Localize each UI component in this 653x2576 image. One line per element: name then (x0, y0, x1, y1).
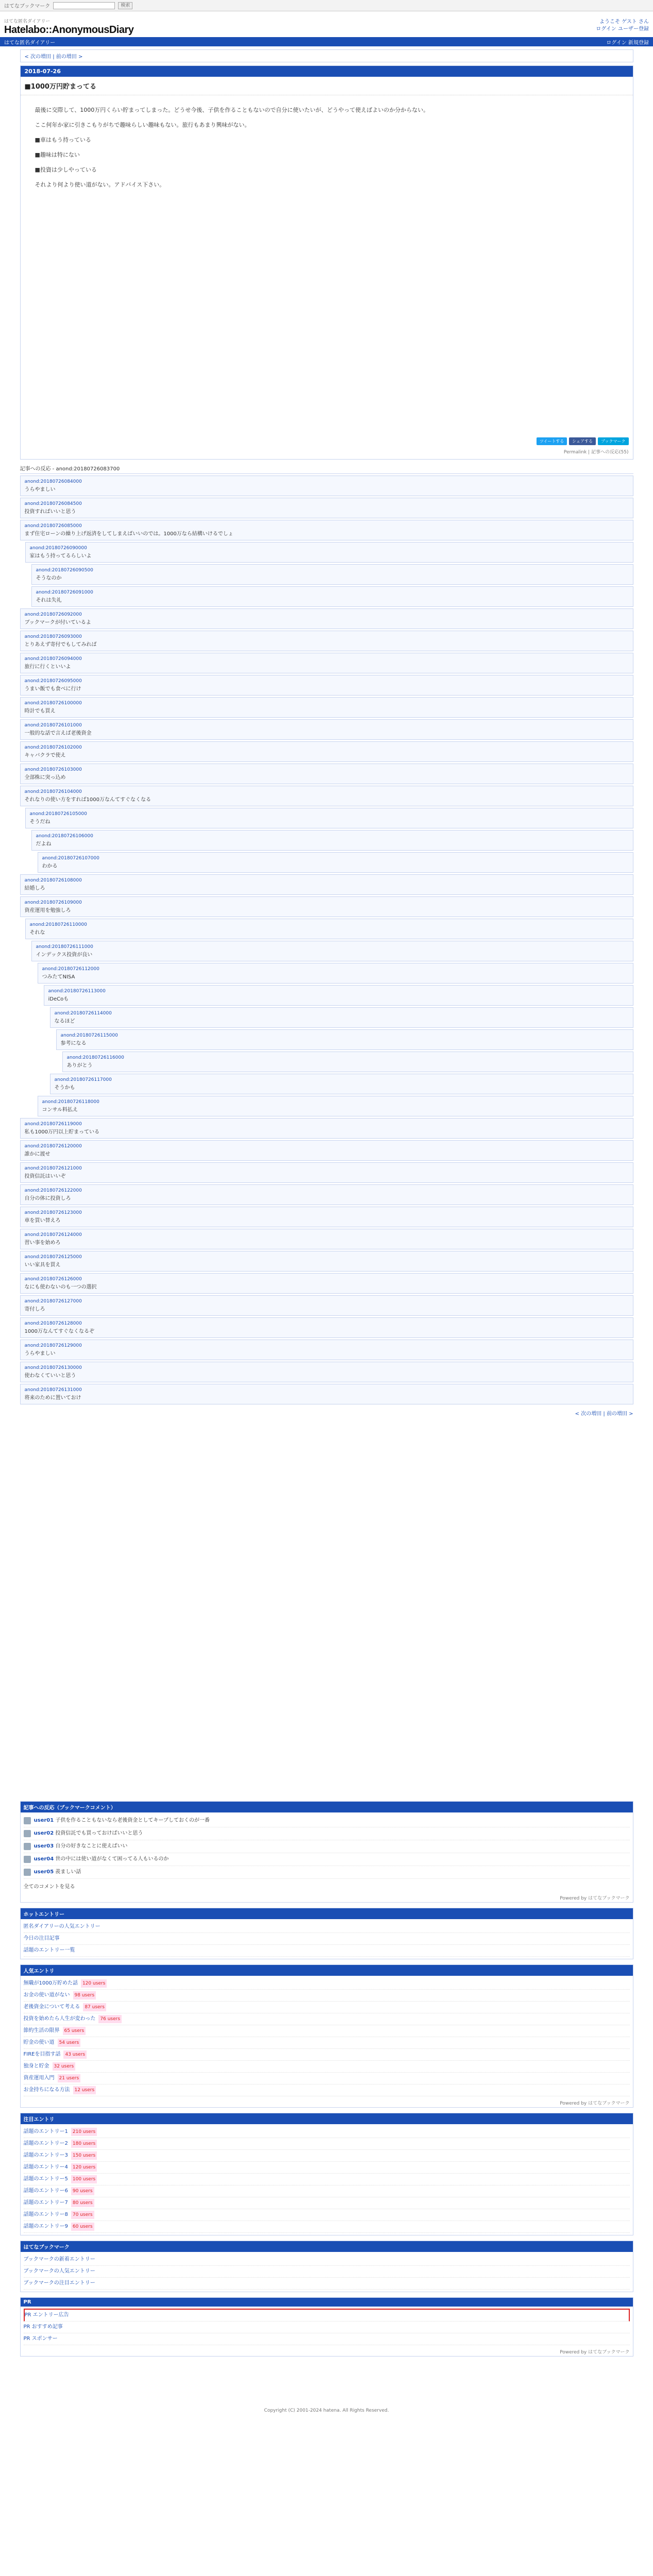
hot-entry-link[interactable]: 今日の注目記事 (23, 1936, 60, 1941)
trackback-link[interactable]: anond:20180726095000 (24, 679, 82, 684)
nav-bar (0, 37, 653, 46)
hatena-bookmark-list (21, 2252, 633, 2292)
trackback-text: 車を買い替えろ (24, 1218, 61, 1224)
entry-item (24, 2150, 630, 2162)
hatena-bookmark-item (24, 2254, 630, 2266)
hot-entry-item (24, 1921, 630, 1933)
trackback-item (20, 631, 633, 651)
users-count-badge[interactable]: 180 users (71, 2140, 97, 2148)
trackback-item (25, 542, 633, 563)
trackback-text: iDeCoも (48, 996, 69, 1002)
trackback-item (38, 1096, 633, 1116)
powered-by: Powered by はてなブックマーク (560, 1896, 630, 1901)
trackback-link[interactable]: anond:20180726121000 (24, 1166, 82, 1171)
trackback-text: それは失礼 (36, 598, 62, 603)
entry-link[interactable]: 貯金の使い道 (23, 2040, 55, 2045)
pr-link[interactable]: PR スポンサー (23, 2336, 58, 2342)
trackback-link[interactable]: anond:20180726119000 (24, 1122, 82, 1127)
users-count-badge[interactable]: 32 users (53, 2062, 76, 2071)
entry-link[interactable]: 話題のエントリー4 (23, 2164, 68, 2170)
popular-entries-list (21, 1976, 633, 2098)
article-paragraph: ■趣味は特にない (35, 151, 80, 158)
trackback-link[interactable]: anond:20180726100000 (24, 701, 82, 706)
trackback-link[interactable]: anond:20180726102000 (24, 745, 82, 750)
entry-link[interactable]: 資産運用入門 (23, 2075, 55, 2081)
powered-by: Powered by はてなブックマーク (560, 2350, 630, 2355)
trackback-link[interactable]: anond:20180726123000 (24, 1210, 82, 1215)
trackback-link[interactable]: anond:20180726084500 (24, 501, 82, 506)
trackback-item (20, 1340, 633, 1360)
welcome-text: ようこそ ゲスト さん (599, 19, 649, 25)
users-count-badge[interactable]: 60 users (71, 2223, 94, 2231)
trackback-text: 使わなくていいと思う (24, 1373, 76, 1379)
bookmark-comment-text: 羨ましい話 (55, 1869, 81, 1875)
trackback-link[interactable]: anond:20180726103000 (24, 767, 82, 772)
entry-item (24, 2162, 630, 2174)
trackback-text: キャバクラで使え (24, 753, 66, 758)
trackback-item (44, 985, 633, 1006)
bookmark-comment-text: 子供を作ることもないなら老後資金としてキープしておくのが一番 (55, 1818, 210, 1823)
avatar-icon[interactable] (24, 1856, 31, 1863)
article-paragraph: それより何より使い道がない。アドバイス下さい。 (35, 181, 165, 188)
pr-link[interactable]: PR エントリー広告 (24, 2312, 69, 2318)
trackback-text: 私も1000万円以上貯まっている (24, 1129, 99, 1135)
trackback-item (20, 1207, 633, 1227)
trackback-item (20, 498, 633, 518)
entry-item (24, 1990, 630, 2002)
entry-link[interactable]: 話題のエントリー2 (23, 2141, 68, 2146)
trackback-item (20, 1295, 633, 1316)
entry-link[interactable]: 独身と貯金 (23, 2063, 49, 2069)
trackback-item (25, 808, 633, 828)
search-input[interactable] (53, 2, 115, 9)
trackback-text: なにも使わないのも一つの選択 (24, 1284, 97, 1290)
hatena-bookmark-heading: はてなブックマーク (21, 2241, 633, 2252)
avatar-icon[interactable] (24, 1830, 31, 1837)
entry-item (24, 2084, 630, 2096)
trackback-link[interactable]: anond:20180726090500 (36, 568, 93, 573)
trackback-text: 全部株に突っ込め (24, 775, 66, 781)
search-button[interactable]: 検索 (118, 2, 132, 9)
entry-item (24, 2013, 630, 2025)
trackback-item (50, 1074, 633, 1094)
hot-entry-item (24, 1933, 630, 1945)
pr-link[interactable]: PR おすすめ記事 (23, 2324, 63, 2330)
trackback-link[interactable]: anond:20180726106000 (36, 834, 93, 839)
trackback-link[interactable]: anond:20180726129000 (24, 1343, 82, 1348)
trackback-text: 1000万なんてすぐなくなるぞ (24, 1329, 94, 1334)
bookmark-comment-body (34, 1817, 210, 1824)
hot-entries-panel (20, 1908, 633, 1959)
hatena-bookmark-button[interactable]: ブックマーク (598, 437, 628, 445)
users-count-badge[interactable]: 150 users (71, 2151, 97, 2160)
trackback-text: 自分の体に投資しろ (24, 1196, 71, 1201)
entry-link[interactable]: 無職が1000万貯めた話 (23, 1980, 78, 1986)
featured-entries-panel (20, 2113, 633, 2235)
trackbacks-heading: 記事への反応 - anond:20180726083700 (20, 463, 633, 474)
facebook-share-button[interactable]: シェアする (569, 437, 596, 445)
trackback-item (20, 675, 633, 696)
bookmark-user[interactable]: user03 (34, 1843, 54, 1849)
trackback-text: いい家具を買え (24, 1262, 61, 1268)
trackback-item (20, 476, 633, 496)
bookmark-comments-heading: 記事への反応（ブックマークコメント） (21, 1802, 633, 1812)
users-count-badge[interactable]: 12 users (73, 2086, 96, 2094)
article-permalink[interactable]: Permalink | 記事への反応(55) (563, 450, 629, 455)
trackback-item (20, 764, 633, 784)
bookmark-user[interactable]: user01 (34, 1818, 54, 1823)
bookmark-comment-text: 世の中には使い道がなくて困ってる人もいるのか (55, 1856, 169, 1862)
nav-login-link[interactable]: ログイン 新規登録 (606, 40, 649, 46)
trackback-text: そうだね (29, 819, 51, 825)
avatar-icon[interactable] (24, 1869, 31, 1876)
trackback-item (31, 941, 633, 961)
trackback-item (20, 1118, 633, 1139)
featured-entries-list (21, 2124, 633, 2235)
trackback-text: そうなのか (36, 575, 62, 581)
trackback-text: そうかも (54, 1085, 75, 1091)
pr-heading: PR (21, 2298, 633, 2307)
trackback-text: つみたてNISA (42, 974, 75, 980)
hot-entry-link[interactable]: 話題のエントリー一覧 (23, 1947, 75, 1953)
pager[interactable]: < 次の増田 | 前の増田 > (575, 1411, 633, 1417)
trackback-link[interactable]: anond:20180726113000 (48, 989, 106, 994)
trackback-item (56, 1029, 633, 1050)
trackback-item (20, 608, 633, 629)
hot-entries-heading: ホットエントリー (21, 1908, 633, 1919)
trackback-item (20, 1162, 633, 1183)
trackback-text: うまい飯でも食べに行け (24, 686, 81, 692)
trackback-link[interactable]: anond:20180726131000 (24, 1387, 82, 1393)
trackback-item (25, 919, 633, 939)
trackback-link[interactable]: anond:20180726127000 (24, 1299, 82, 1304)
entry-item (24, 2049, 630, 2061)
trackback-text: 習い事を始めろ (24, 1240, 61, 1246)
trackback-text: コンサル料払え (42, 1107, 78, 1113)
trackback-text: 時計でも買え (24, 708, 56, 714)
entry-link[interactable]: 話題のエントリー9 (23, 2224, 68, 2229)
entry-item (24, 2002, 630, 2013)
site-logo[interactable]: Hatelabo::AnonymousDiary (4, 24, 134, 36)
trackback-item (20, 874, 633, 895)
trackback-text: なるほど (54, 1019, 75, 1024)
entry-item (24, 2221, 630, 2233)
bookmark-comment-body (34, 1843, 128, 1850)
users-count-badge[interactable]: 76 users (98, 2015, 122, 2023)
entry-link[interactable]: 老後資金について考える (23, 2004, 80, 2010)
users-count-badge[interactable]: 43 users (63, 2050, 87, 2059)
users-count-badge[interactable]: 120 users (71, 2163, 97, 2172)
article (20, 65, 633, 460)
trackback-item (31, 830, 633, 851)
trackback-text: 旅行に行くといいよ (24, 664, 71, 670)
tweet-button[interactable]: ツイートする (537, 437, 567, 445)
powered-by: Powered by はてなブックマーク (560, 2101, 630, 2106)
entry-item (24, 2174, 630, 2185)
trackback-link[interactable]: anond:20180726120000 (24, 1144, 82, 1149)
trackback-link[interactable]: anond:20180726091000 (36, 590, 93, 595)
trackback-link[interactable]: anond:20180726105000 (29, 811, 87, 817)
entry-link[interactable]: 話題のエントリー8 (23, 2212, 68, 2217)
entry-link[interactable]: お金持ちになる方法 (23, 2087, 70, 2093)
trackback-text: 誰かに渡せ (24, 1151, 51, 1157)
bookmark-comment (24, 1815, 630, 1827)
entry-link[interactable]: 話題のエントリー3 (23, 2153, 68, 2158)
entry-link[interactable]: 話題のエントリー1 (23, 2129, 68, 2134)
trackback-link[interactable]: anond:20180726117000 (54, 1077, 112, 1082)
trackback-link[interactable]: anond:20180726115000 (60, 1033, 118, 1038)
nav-home-link[interactable]: はてな匿名ダイアリー (4, 40, 56, 46)
users-count-badge[interactable]: 21 users (58, 2074, 81, 2082)
trackback-text: とりあえず寄付でもしてみれば (24, 642, 97, 648)
bookmark-comment-list (21, 1812, 633, 1881)
entry-link[interactable]: 投資を始めたら人生が変わった (23, 2016, 96, 2022)
trackback-link[interactable]: anond:20180726122000 (24, 1188, 82, 1193)
hot-entry-item (24, 1945, 630, 1957)
entry-item (24, 2185, 630, 2197)
hatena-bookmark-panel (20, 2241, 633, 2292)
pr-item (24, 2321, 630, 2333)
trackback-text: 一般的な話で言えば老後資金 (24, 731, 92, 736)
featured-entries-heading: 注目エントリ (21, 2113, 633, 2124)
trackback-text: 資産運用を勉強しろ (24, 908, 71, 913)
trackback-item (20, 1273, 633, 1294)
trackback-link[interactable]: anond:20180726112000 (42, 967, 99, 972)
trackback-item (62, 1052, 633, 1072)
trackback-text: 家はもう持ってるらしいよ (29, 553, 92, 559)
popular-entries-panel (20, 1964, 633, 2108)
trackback-item (20, 786, 633, 806)
pr-item (24, 2333, 630, 2345)
trackback-text: わかる (42, 863, 58, 869)
trackback-item (20, 1229, 633, 1249)
bookmark-comment-text: 自分の好きなことに使えばいい (55, 1843, 128, 1849)
trackback-item (38, 852, 633, 873)
trackback-list (20, 476, 633, 1404)
trackbacks (20, 463, 633, 1404)
bookmark-comment-body (34, 1830, 143, 1837)
bookmark-comment (24, 1840, 630, 1853)
avatar-icon[interactable] (24, 1843, 31, 1850)
hot-entries-list (21, 1919, 633, 1959)
bookmark-comment-body (34, 1856, 169, 1863)
trackback-text: 投資信託はいいぞ (24, 1174, 66, 1179)
trackback-link[interactable]: anond:20180726109000 (24, 900, 82, 905)
trackback-link[interactable]: anond:20180726108000 (24, 878, 82, 883)
popular-entries-heading: 人気エントリ (21, 1965, 633, 1976)
trackback-item (50, 1007, 633, 1028)
entry-link[interactable]: 話題のエントリー7 (23, 2200, 68, 2206)
trackback-item (20, 1317, 633, 1338)
entry-link[interactable]: 節約生活の限界 (23, 2028, 60, 2033)
article-paragraph: ■投資は少しやっている (35, 166, 97, 173)
trackback-link[interactable]: anond:20180726090000 (29, 546, 87, 551)
entry-link[interactable]: 話題のエントリー5 (23, 2176, 68, 2182)
trackback-link[interactable]: anond:20180726101000 (24, 723, 82, 728)
bookmark-comment (24, 1827, 630, 1840)
entry-link[interactable]: FIREを目指す話 (23, 2052, 61, 2057)
trackback-link[interactable]: anond:20180726128000 (24, 1321, 82, 1326)
trackback-link[interactable]: anond:20180726104000 (24, 789, 82, 794)
hatena-bookmark-item (24, 2266, 630, 2278)
bookmark-more-link[interactable]: 全てのコメントを見る (23, 1884, 75, 1890)
entry-item (24, 1978, 630, 1990)
trackback-item (38, 963, 633, 984)
trackback-text: 投資すればいいと思う (24, 509, 76, 515)
trackback-link[interactable]: anond:20180726107000 (42, 856, 99, 861)
entry-item (24, 2197, 630, 2209)
trackback-link[interactable]: anond:20180726114000 (54, 1011, 112, 1016)
trackback-text: まず住宅ローンの繰り上げ返済をしてしまえばいいのでは。1000万なら結構いけるでしょ (24, 531, 233, 537)
trackback-text: ブックマークが付いているよ (24, 620, 91, 625)
users-count-badge[interactable]: 54 users (58, 2039, 81, 2047)
hatena-bookmark-link[interactable]: ブックマークの新着エントリー (23, 2257, 95, 2262)
trackback-item (20, 896, 633, 917)
users-count-badge[interactable]: 98 users (73, 1991, 96, 1999)
trackback-link[interactable]: anond:20180726125000 (24, 1255, 82, 1260)
trackback-text: だよね (36, 841, 52, 847)
trackback-link[interactable]: anond:20180726118000 (42, 1099, 99, 1105)
hatena-brand[interactable]: はてなブックマーク (4, 4, 51, 9)
trackback-text: それな (29, 930, 45, 936)
entry-item (24, 2209, 630, 2221)
article-body (21, 95, 633, 435)
trackback-text: 結婚しろ (24, 886, 45, 891)
article-title[interactable]: ■1000万円貯まってる (21, 77, 633, 95)
trackback-text: 寄付しろ (24, 1307, 45, 1312)
entry-item (24, 2138, 630, 2150)
entry-link[interactable]: お金の使い道がない (23, 1992, 70, 1998)
bookmark-comments-panel (20, 1801, 633, 1903)
users-count-badge[interactable]: 120 users (81, 1979, 107, 1988)
trackback-link[interactable]: anond:20180726094000 (24, 656, 82, 662)
article-paragraph: ■車はもう持っている (35, 137, 91, 143)
header-login-link[interactable]: ログイン ユーザー登録 (596, 26, 649, 32)
trackback-item (31, 564, 633, 585)
trackback-text: うらやましい (24, 1351, 56, 1357)
bookmark-user[interactable]: user05 (34, 1869, 54, 1875)
copyright: Copyright (C) 2001-2024 hatena. All Rights Reserved. (264, 2408, 389, 2413)
trackback-link[interactable]: anond:20180726126000 (24, 1277, 82, 1282)
article-paragraph: ここ何年か家に引きこもりがちで趣味らしい趣味もない。旅行もあまり興味がない。 (35, 122, 250, 128)
trackback-item (20, 697, 633, 718)
pr-panel (20, 2297, 633, 2357)
users-count-badge[interactable]: 65 users (63, 2027, 86, 2035)
trackback-item (20, 719, 633, 740)
bookmark-comment-body (34, 1869, 81, 1876)
trackback-link[interactable]: anond:20180726092000 (24, 612, 82, 617)
bookmark-user[interactable]: user02 (34, 1831, 54, 1836)
trackback-link[interactable]: anond:20180726111000 (36, 944, 93, 950)
entry-item (24, 2061, 630, 2073)
hatena-bookmark-link[interactable]: ブックマークの注目エントリー (23, 2280, 95, 2286)
hatena-bar (0, 0, 653, 11)
bookmark-comment-text: 投資信託でも買っておけばいいと思う (55, 1831, 143, 1836)
trackback-text: 参考になる (60, 1041, 87, 1046)
article-date: 2018-07-26 (21, 66, 633, 77)
trackback-link[interactable]: anond:20180726085000 (24, 523, 82, 529)
share-buttons (21, 435, 633, 447)
pr-item (24, 2309, 630, 2321)
trackback-item (20, 1362, 633, 1382)
trackback-link[interactable]: anond:20180726093000 (24, 634, 82, 639)
hatena-bookmark-link[interactable]: ブックマークの人気エントリー (23, 2268, 95, 2274)
trackback-link[interactable]: anond:20180726116000 (66, 1055, 124, 1060)
trackback-text: それなりの使い方をすれば1000万なんてすぐなくなる (24, 797, 151, 803)
hot-entry-link[interactable]: 匿名ダイアリーの人気エントリー (23, 1924, 101, 1929)
site-subtitle: はてな匿名ダイアリー (4, 19, 51, 24)
trackback-text: うらやましい (24, 487, 56, 493)
trackback-link[interactable]: anond:20180726130000 (24, 1365, 82, 1370)
bookmark-comment (24, 1866, 630, 1879)
trackback-item (20, 1184, 633, 1205)
trackback-text: 将来のために置いておけ (24, 1395, 81, 1401)
trackback-link[interactable]: anond:20180726084000 (24, 479, 82, 484)
hatena-bookmark-item (24, 2278, 630, 2290)
trackback-link[interactable]: anond:20180726124000 (24, 1232, 82, 1238)
lower-panels (20, 1801, 633, 2357)
entry-item (24, 2073, 630, 2084)
entry-item (24, 2025, 630, 2037)
trackback-item (20, 1140, 633, 1161)
entry-item (24, 2126, 630, 2138)
users-count-badge[interactable]: 80 users (71, 2199, 94, 2207)
article-paragraph: 最後に交際して、1000万円くらい貯まってしまった。どうせ今後、子供を作ることもないので自分に使いたいが、どうやって使えばよいのか分からない。 (35, 107, 429, 113)
trackback-text: インデックス投資が良い (36, 952, 93, 958)
users-count-badge[interactable]: 100 users (71, 2175, 97, 2183)
pr-list (21, 2307, 633, 2347)
header-user-area (596, 19, 649, 33)
trackback-item (20, 741, 633, 762)
main-content (20, 49, 633, 2413)
breadcrumb[interactable]: < 次の増田 | 前の増田 > (20, 49, 633, 62)
trackback-item (20, 1251, 633, 1272)
entry-item (24, 2037, 630, 2049)
trackback-item (20, 520, 633, 540)
trackback-link[interactable]: anond:20180726110000 (29, 922, 87, 927)
entry-link[interactable]: 話題のエントリー6 (23, 2188, 68, 2194)
site-header (0, 11, 653, 37)
trackback-text: ありがとう (66, 1063, 93, 1069)
users-count-badge[interactable]: 70 users (71, 2211, 94, 2219)
avatar-icon[interactable] (24, 1817, 31, 1824)
users-count-badge[interactable]: 210 users (71, 2128, 97, 2136)
users-count-badge[interactable]: 87 users (83, 2003, 106, 2011)
trackback-item (20, 1384, 633, 1404)
trackback-item (20, 653, 633, 673)
bookmark-comment (24, 1853, 630, 1866)
trackback-item (31, 586, 633, 607)
users-count-badge[interactable]: 90 users (71, 2187, 94, 2195)
bookmark-user[interactable]: user04 (34, 1856, 54, 1862)
